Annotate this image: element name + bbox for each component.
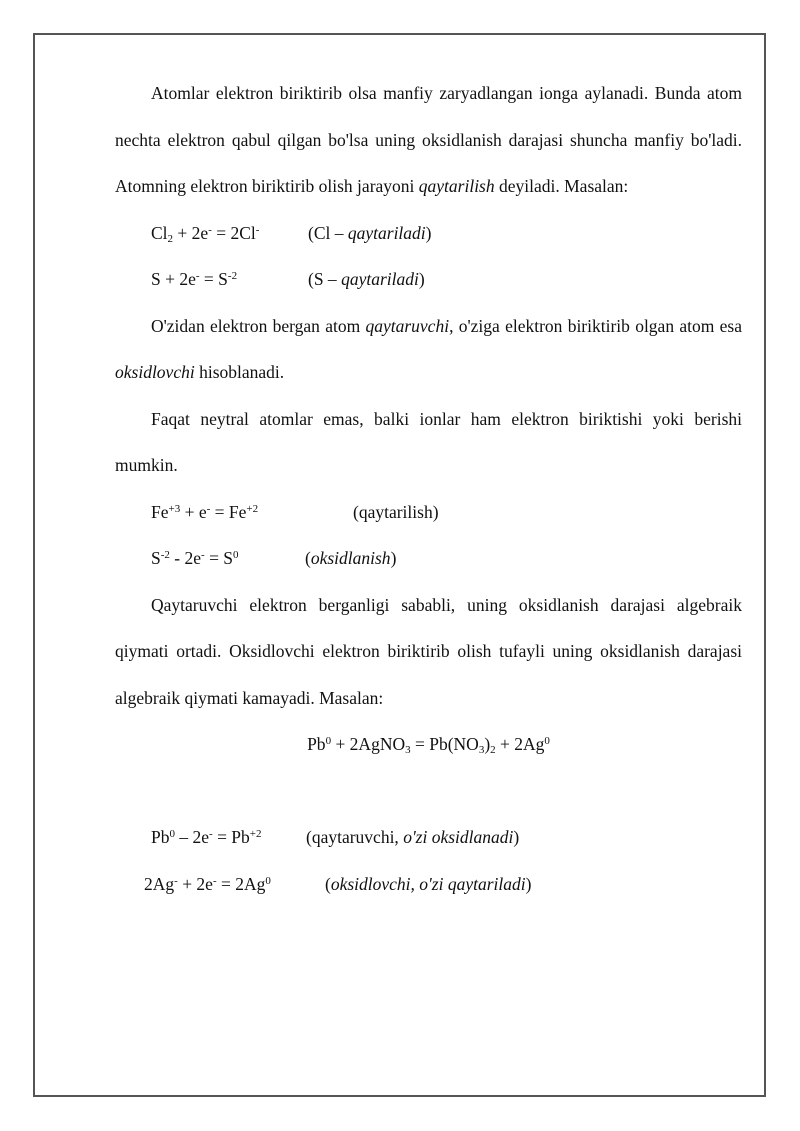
equation-lead-silver-nitrate: $Pb^0$ + 2AgNO$_3$ = $Pb(NO_3)_2 + 2Ag^0$ [307,734,550,756]
italic-term: qaytarilish [418,176,495,196]
paragraph-reduction-intro [115,70,742,210]
equation-formula: $Cl_2 + 2e^- = 2Cl^-$ [151,222,260,245]
equation-formula: $Pb^0 - 2e^- = Pb^{+2}$ [151,827,262,847]
equation-sulfur-reduction [115,256,742,303]
equation-formula: $S^{-2} - 2e^- = S^0$ [151,548,239,568]
italic-term: qaytaruvchi [365,315,450,336]
paragraph-oxidation-state-change: Qaytaruvchi elektron berganligi sababli, uning oksidlanish darajasi algebraik qiymati ortadi. Oksidlovchi elektron biriktirib olish tufayli uning oksidlanish darajasi algebraik qiymati kamayadi. Masalan: [115,594,742,708]
equation-note: (qaytaruvchi, o'zi oksidlanadi) [306,827,520,847]
equation-formula: $2Ag^- + 2e^- = 2Ag^0$ [144,873,271,894]
equation-sulfur-oxidation [115,535,742,582]
text-run: Atomlar elektron biriktirib olsa manfiy zaryadlangan ionga aylanadi. Bunda atom nechta elektron qabul qilgan bo'lsa uning oksidlanish darajasi shuncha manfiy bo'ladi. Atomning elektron biriktirib olish jarayoni [115,83,742,196]
italic-term: oksidlovchi [115,362,195,382]
equation-formula: $Fe^{+3} + e^- = Fe^{+2}$ [151,501,259,522]
equation-chlorine [115,210,742,257]
equation-lead-half [115,814,742,861]
paragraph-reducer-oxidizer: O'zidan elektron bergan atom qaytaruvchi, o'ziga elektron biriktirib olgan atom esa oksidlovchi hisoblanadi. [115,315,742,382]
equation-note: (S – qaytariladi) [308,269,425,289]
document-body [115,70,742,907]
equation-formula: $S + 2e^- = S^{-2}$ [151,269,238,289]
blank-line [115,768,742,815]
equation-note: (oksidlovchi, o'zi qaytariladi) [325,873,532,894]
paragraph-ions: Faqat neytral atomlar emas, balki ionlar ham elektron biriktishi yoki berishi mumkin. [115,408,742,475]
equation-note: (oksidlanish) [305,548,397,568]
equation-note: (Cl – qaytariladi) [308,222,432,243]
equation-note: (qaytarilish) [353,501,439,522]
text-run: deyiladi. Masalan: [494,176,629,196]
equation-iron [115,489,742,536]
equation-silver-half [115,861,742,908]
